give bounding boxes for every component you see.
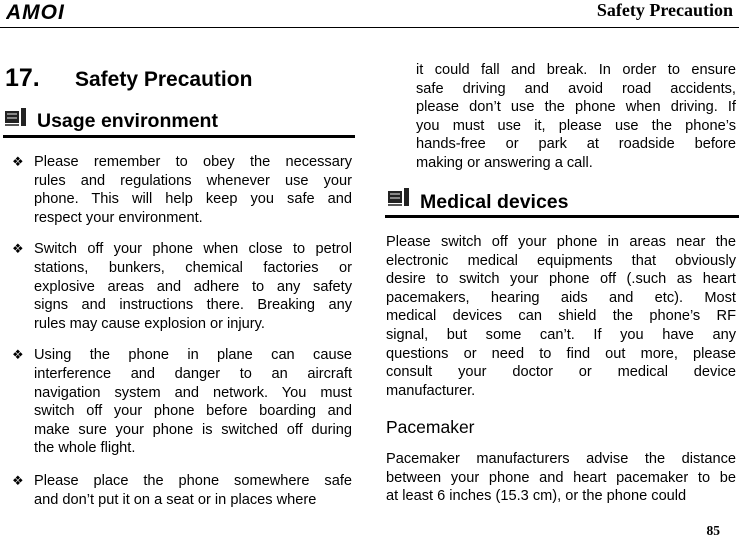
section-divider	[385, 215, 739, 218]
logo-text: AMOI	[6, 2, 65, 22]
text-line: navigation system and network. You must	[34, 384, 352, 401]
text-line: manufacturer.	[386, 382, 476, 399]
text-line: make sure your phone is switched off during	[34, 421, 352, 438]
bullet-text	[34, 346, 352, 458]
text-line: at least 6 inches (15.3 cm), or the phone could	[386, 488, 687, 505]
chapter-number: 17.	[5, 64, 40, 92]
text-line: it could fall and break. In order to ensure	[416, 62, 736, 78]
diamond-bullet-icon: ❖	[12, 347, 24, 363]
bullet-text	[34, 153, 352, 227]
text-line: desire to switch your phone off (.such as heart	[386, 271, 736, 288]
chapter-title: Safety Precaution	[75, 68, 253, 91]
text-line: consult your doctor or medical device	[386, 364, 736, 381]
text-line: electronic medical equipments that obviously	[386, 252, 736, 269]
diamond-bullet-icon: ❖	[12, 241, 24, 257]
usage-bullet-list	[12, 153, 352, 509]
section-icon	[388, 188, 410, 207]
medical-devices-heading: Medical devices	[420, 191, 569, 213]
text-line: Please remember to obey the necessary	[34, 154, 352, 170]
text-line: and don’t put it on a seat or in places where	[34, 491, 317, 508]
text-line: rules and regulations whenever use your	[34, 172, 352, 189]
bullet-text	[34, 240, 352, 333]
text-line: signal, but some can’t. If you have any	[386, 326, 736, 343]
diamond-bullet-icon: ❖	[12, 154, 24, 169]
medical-paragraph	[386, 233, 736, 400]
text-line: hands-free or park at roadside before	[416, 136, 736, 153]
text-line: Please switch off your phone in areas near the	[386, 234, 736, 250]
driving-paragraph	[416, 61, 736, 173]
amoi-logo	[6, 2, 92, 22]
header-divider	[0, 27, 739, 28]
text-line: medical devices can shield the phone’s RF	[386, 308, 736, 325]
text-line: switch off your phone before boarding and	[34, 403, 352, 420]
section-divider	[3, 135, 355, 138]
text-line: making or answering a call.	[416, 154, 593, 171]
bullet-item	[12, 472, 352, 509]
text-line: you must use it, please use the phone’s	[416, 117, 736, 134]
text-line: respect your environment.	[34, 209, 203, 226]
text-line: Please place the phone somewhere safe	[34, 472, 352, 489]
text-line: Using the phone in plane can cause	[34, 347, 352, 364]
bullet-item	[12, 240, 352, 333]
bullet-item	[12, 153, 352, 227]
usage-environment-heading: Usage environment	[37, 110, 218, 132]
text-line: between your phone and heart pacemaker to be	[386, 469, 736, 486]
text-line: signs and instructions there. Breaking any	[34, 297, 352, 314]
section-icon	[5, 108, 27, 127]
text-line: questions or need to find out more, please	[386, 345, 736, 362]
text-line: rules may cause explosion or injury.	[34, 315, 265, 332]
text-line: pacemakers, hearing aids and etc). Most	[386, 289, 736, 306]
pacemaker-subheading: Pacemaker	[386, 417, 475, 437]
bullet-text	[34, 472, 352, 509]
bullet-item	[12, 346, 352, 458]
text-line: safe driving and avoid road accidents,	[416, 80, 736, 97]
text-line: the whole flight.	[34, 440, 136, 457]
text-line: Switch off your phone when close to petrol	[34, 241, 352, 258]
text-line: explosive areas and adhere to any safety	[34, 278, 352, 295]
diamond-bullet-icon: ❖	[12, 472, 24, 488]
header-title: Safety Precaution	[596, 0, 733, 20]
text-line: Pacemaker manufacturers advise the distance	[386, 451, 736, 467]
text-line: phone. This will help keep you safe and	[34, 191, 352, 208]
pacemaker-paragraph	[386, 450, 736, 506]
text-line: please don’t use the phone when driving. If	[416, 99, 736, 116]
text-line: stations, bunkers, chemical factories or	[34, 259, 352, 276]
page-number: 85	[706, 523, 720, 538]
text-line: interference and danger to an aircraft	[34, 365, 352, 382]
